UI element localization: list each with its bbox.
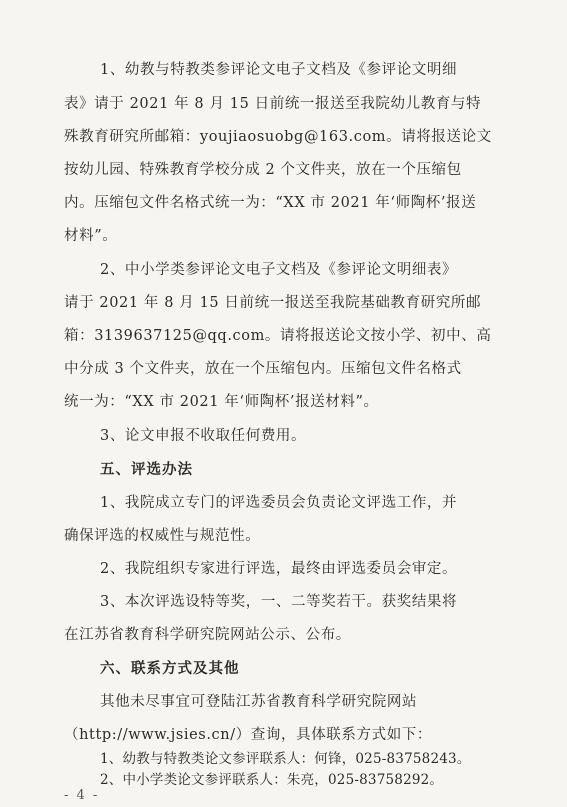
paragraph-line: 其他未尽事宜可登陆江苏省教育科学研究院网站	[100, 694, 418, 710]
section-heading: 六、联系方式及其他	[100, 661, 240, 677]
page-number: - 4 -	[64, 788, 100, 803]
paragraph-line: 按幼儿园、特殊教育学校分成 2 个文件夹，放在一个压缩包	[64, 162, 462, 178]
paragraph-line: 中分成 3 个文件夹，放在一个压缩包内。压缩包文件名格式	[64, 361, 462, 377]
paragraph-line: （http://www.jsies.cn/）查询，具体联系方式如下：	[64, 727, 433, 743]
paragraph-line: 在江苏省教育科学研究院网站公示、公布。	[64, 627, 351, 643]
paragraph-line: 1、幼教与特教类论文参评联系人：何锋，025-83758243。	[100, 751, 471, 767]
paragraph-line: 1、我院成立专门的评选委员会负责论文评选工作，并	[100, 495, 458, 511]
paragraph-line: 内。压缩包文件名格式统一为：“XX 市 2021 年‘师陶杯’报送	[64, 195, 477, 211]
paragraph-line: 3、本次评选设特等奖，一、二等奖若干。获奖结果将	[100, 594, 458, 610]
paragraph-line: 箱：3139637125@qq.com。请将报送论文按小学、初中、高	[64, 328, 492, 344]
paragraph-line: 材料”。	[64, 228, 118, 244]
paragraph-line: 2、中小学类论文参评联系人：朱亮，025-83758292。	[100, 772, 444, 788]
paragraph-line: 表》请于 2021 年 8 月 15 日前统一报送至我院幼儿教育与特	[64, 96, 482, 112]
paragraph-line: 请于 2021 年 8 月 15 日前统一报送至我院基础教育研究所邮	[64, 295, 482, 311]
paragraph-line: 1、幼教与特教类参评论文电子文档及《参评论文明细	[100, 62, 458, 78]
paragraph-line: 3、论文申报不收取任何费用。	[100, 428, 307, 444]
paragraph-line: 殊教育研究所邮箱：youjiaosuobg@163.com。请将报送论文	[64, 129, 492, 145]
paragraph-line: 统一为：“XX 市 2021 年‘师陶杯’报送材料”。	[64, 394, 379, 410]
paragraph-line: 确保评选的权威性与规范性。	[64, 528, 261, 544]
section-heading: 五、评选办法	[100, 462, 193, 478]
paragraph-line: 2、我院组织专家进行评选，最终由评选委员会审定。	[100, 561, 458, 577]
paragraph-line: 2、中小学类参评论文电子文档及《参评论文明细表》	[100, 262, 458, 278]
